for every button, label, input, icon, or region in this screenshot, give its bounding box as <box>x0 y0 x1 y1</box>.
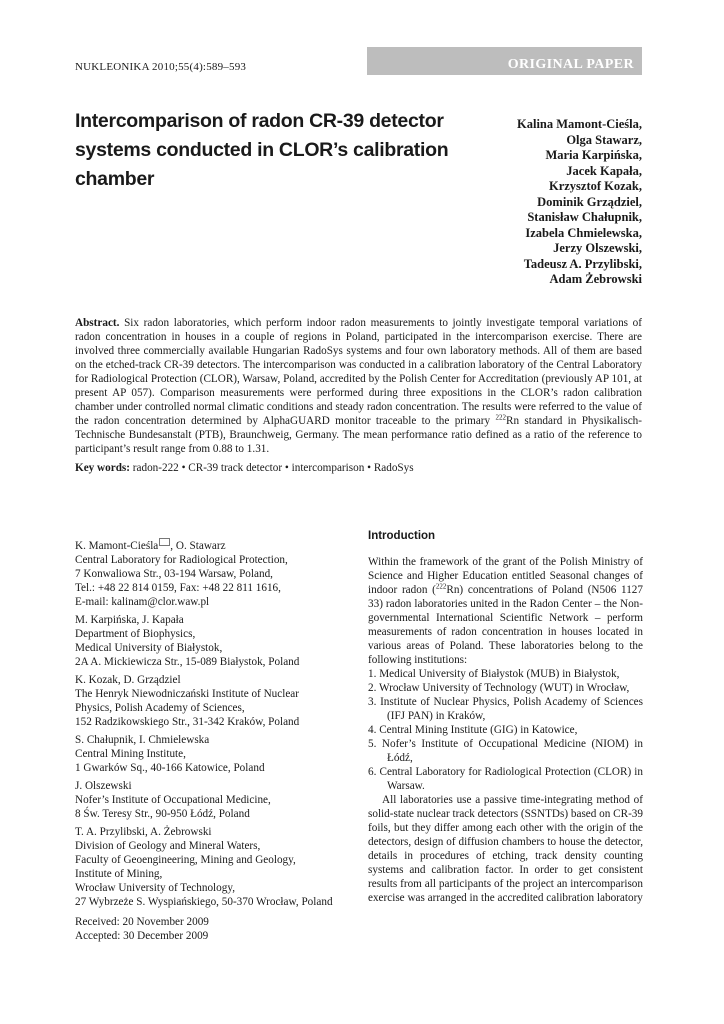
paragraph: All laboratories use a passive time-integrating method of solid-state nuclear track detectors (SSNTDs) based on CR-39 foils, but they differ among each other with the origin of the detectors, design of diffusion chambers to house the detector, details in procedures of etching, track density counting systems and calibration factor. In order to get consistent results from all participants of the project an intercomparison exercise was arranged in the accredited calibration laboratory <box>368 794 643 904</box>
affiliations <box>75 538 360 943</box>
section-heading: Introduction <box>368 530 436 542</box>
affiliation-names: J. Olszewski <box>75 780 132 792</box>
abstract-label: Abstract. <box>75 317 120 329</box>
co-author: , O. Stawarz <box>170 540 226 552</box>
affiliation-names: M. Karpińska, J. Kapała <box>75 614 184 626</box>
keywords-label: Key words: <box>75 462 130 474</box>
introduction-section <box>368 555 643 905</box>
affiliation-line: Central Laboratory for Radiological Protection, <box>75 554 288 566</box>
abstract-text: Six radon laboratories, which perform indoor radon measurements to jointly investigate temporal variations of radon concentration in houses in a couple of regions in Poland, participated in the intercomparison exercise. There are involved three commercially available Hungarian RadoSys systems and four own laboratory methods. All of them are based on the etched-track CR-39 detectors. The intercomparison was conducted in a calibration laboratory of the Central Laboratory for Radiological Protection (CLOR), Warsaw, Poland, accredited by the Polish Center for Accreditation (previously AP 101, at present AP 057). Comparison measurements were performed during three expositions in the CLOR’s radon calibration chamber under controlled normal climatic conditions and steady radon concentration. The results were referred to the value of the radon concentration determined by AlphaGUARD monitor traceable to the primary <box>75 317 642 427</box>
paragraph-text: Rn) concentrations of Poland (N506 1127 33) radon laboratories united in the Radon Center – the Non-governmental International Scientific Network – perform measurements of radon concentration in houses located in various areas of Poland. These laboratories belong to the following institutions: <box>368 584 643 666</box>
affiliation-line: Wrocław University of Technology, <box>75 882 236 894</box>
author: Tadeusz A. Przylibski, <box>523 256 642 271</box>
isotope-superscript: 222 <box>495 412 506 421</box>
affiliation-line: Physics, Polish Academy of Sciences, <box>75 702 245 714</box>
affiliation-line: 1 Gwarków Sq., 40-166 Katowice, Poland <box>75 762 265 774</box>
list-item: 2. Wrocław University of Technology (WUT) in Wrocław, <box>368 682 630 694</box>
author: Maria Karpińska, <box>545 148 642 162</box>
author-list <box>517 117 642 288</box>
affiliation-line: Medical University of Białystok, <box>75 642 223 654</box>
list-item: 4. Central Mining Institute (GIG) in Katowice, <box>368 724 578 736</box>
author: Adam Żebrowski <box>549 272 642 286</box>
affiliation-names: T. A. Przylibski, A. Żebrowski <box>75 826 212 838</box>
affiliation-line: 152 Radzikowskiego Str., 31-342 Kraków, Poland <box>75 716 300 728</box>
list-item: 6. Central Laboratory for Radiological Protection (CLOR) in Warsaw. <box>368 766 643 792</box>
affiliation-line: 8 Św. Teresy Str., 90-950 Łódź, Poland <box>75 808 250 820</box>
institution-list <box>368 667 643 793</box>
list-item: 3. Institute of Nuclear Physics, Polish Academy of Sciences (IFJ PAN) in Kraków, <box>368 696 643 722</box>
paper-title: Intercomparison of radon CR-39 detector systems conducted in CLOR’s calibration chamber <box>75 110 449 190</box>
affiliation-line: 27 Wybrzeże S. Wyspiańskiego, 50-370 Wrocław, Poland <box>75 896 333 908</box>
affiliation-block <box>75 779 360 821</box>
paragraph <box>368 555 643 667</box>
author: Stanisław Chałupnik, <box>527 210 642 224</box>
affiliation-block <box>75 825 360 909</box>
isotope-superscript: 222 <box>435 582 447 591</box>
envelope-icon <box>159 538 170 546</box>
author: Jerzy Olszewski, <box>553 241 642 255</box>
affiliation-names: K. Kozak, D. Grządziel <box>75 674 181 686</box>
affiliation-line: 7 Konwaliowa Str., 03-194 Warsaw, Poland, <box>75 568 273 580</box>
affiliation-block <box>75 673 360 729</box>
accepted-date: Accepted: 30 December 2009 <box>75 930 209 942</box>
affiliation-line: The Henryk Niewodniczański Institute of Nuclear <box>75 688 299 700</box>
paragraph-text: Within the framework of the grant of the Polish Ministry of Science and Higher Education entitled Seasonal changes of indoor radon ( <box>368 556 643 596</box>
affiliation-line: Central Mining Institute, <box>75 748 186 760</box>
affiliation-block <box>75 538 360 609</box>
affiliation-line: Division of Geology and Mineral Waters, <box>75 840 261 852</box>
article-type-label: ORIGINAL PAPER <box>507 57 634 72</box>
affiliation-email: E-mail: kalinam@clor.waw.pl <box>75 596 210 608</box>
affiliation-line: Institute of Mining, <box>75 868 163 880</box>
author: Kalina Mamont-Cieśla, <box>517 117 642 131</box>
affiliation-line: 2A A. Mickiewicza Str., 15-089 Białystok, Poland <box>75 656 300 668</box>
corresponding-author: K. Mamont-Cieśla <box>75 540 159 552</box>
affiliation-names: S. Chałupnik, I. Chmielewska <box>75 734 210 746</box>
article-type-banner <box>367 47 642 75</box>
author: Izabela Chmielewska, <box>525 225 642 240</box>
author: Dominik Grządziel, <box>537 194 642 209</box>
affiliation-line: Tel.: +48 22 814 0159, Fax: +48 22 811 1616, <box>75 582 281 594</box>
abstract-text-end: Rn standard in Physikalisch-Technische Bundesanstalt (PTB), Braunchweig, Germany. The mean performance ratio defined as a ratio of the reference to participant’s result range from 0.88 to 1.31. <box>75 414 642 455</box>
keywords <box>75 461 642 475</box>
author: Krzysztof Kozak, <box>548 179 642 193</box>
received-date: Received: 20 November 2009 <box>75 916 209 928</box>
keywords-text: radon-222 • CR-39 track detector • intercomparison • RadoSys <box>130 462 414 474</box>
abstract <box>75 317 642 457</box>
affiliation-line: Department of Biophysics, <box>75 628 196 640</box>
affiliation-line: Faculty of Geoengineering, Mining and Geology, <box>75 854 296 866</box>
affiliation-block <box>75 733 360 775</box>
list-item: 1. Medical University of Białystok (MUB) in Białystok, <box>368 668 620 680</box>
journal-citation: NUKLEONIKA 2010;55(4):589–593 <box>75 61 247 73</box>
affiliation-line: Nofer’s Institute of Occupational Medicine, <box>75 794 271 806</box>
author: Olga Stawarz, <box>566 132 642 147</box>
author: Jacek Kapała, <box>566 163 642 178</box>
affiliation-names <box>75 538 360 553</box>
list-item: 5. Nofer’s Institute of Occupational Medicine (NIOM) in Łódź, <box>368 738 643 764</box>
affiliation-block <box>75 613 360 669</box>
